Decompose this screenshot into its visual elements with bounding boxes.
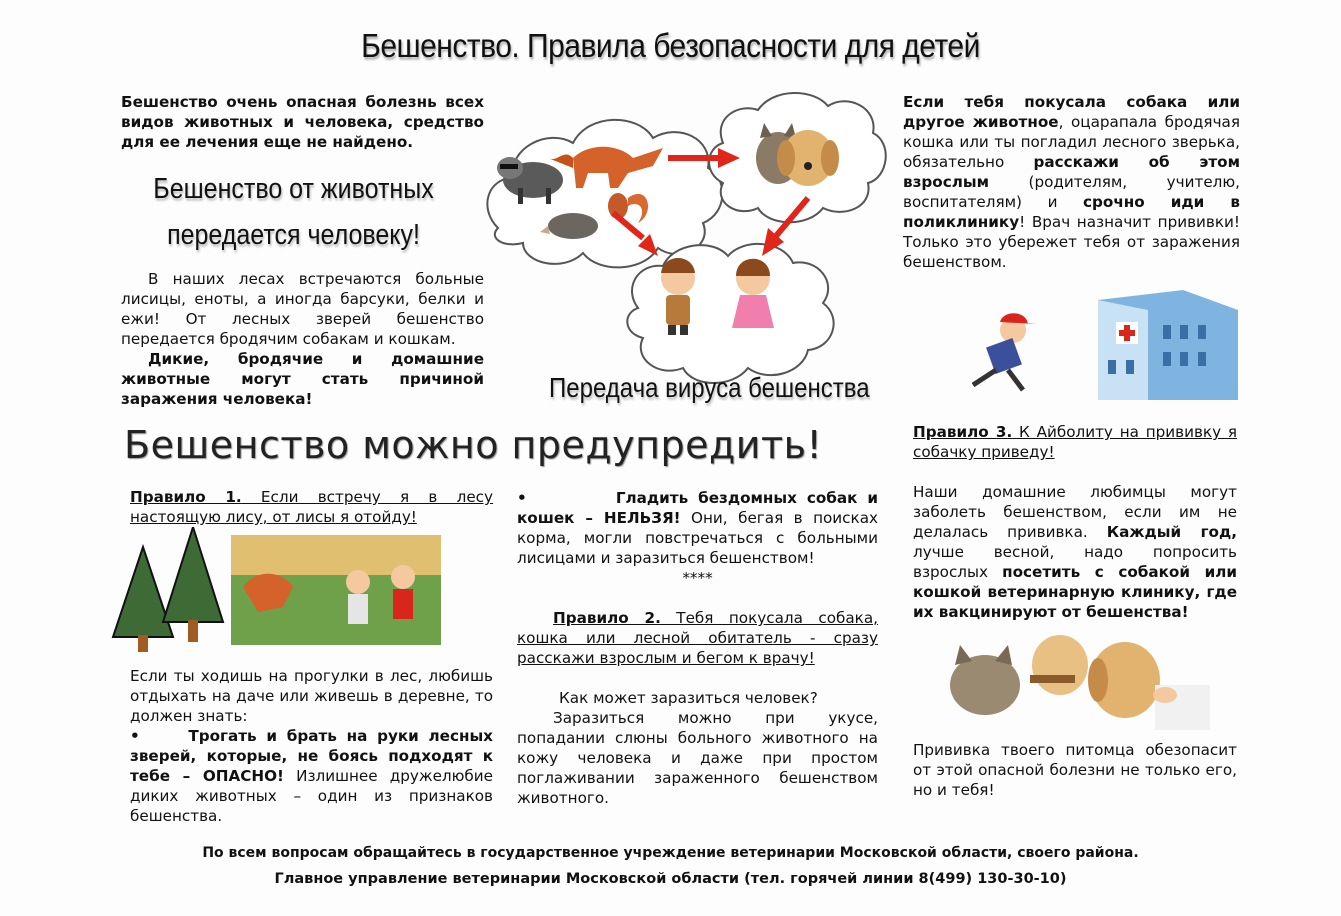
vaccination-benefit: [913, 740, 1237, 800]
wild-animals-bullet: • Трогать и брать на руки лесных зверей, которые, не боясь подходят к тебе – ОПАСНО! Излишнее дружелюбие диких животных – один из признаков бешенства.: [130, 727, 493, 825]
stray-animals-bullet: • Гладить бездомных собак и кошек – НЕЛЬЗЯ! Они, бегая в поисках корма, могли повстречаться с больными лисицами и заразиться бешенством!: [517, 489, 878, 567]
bite-paragraph: [903, 92, 1240, 272]
transmission-diagram: [478, 88, 898, 418]
bite-text-2: (родителям, учителю, воспитателям) и: [903, 173, 1240, 211]
bite-text-3: ! Врач назначит прививки! Только это убережет тебя от заражения бешенством.: [903, 213, 1240, 271]
danger-paragraph: Дикие, бродячие и домашние животные могут стать причиной заражения человека!: [121, 350, 484, 408]
dog-icon: [1088, 642, 1160, 718]
main-heading: Бешенство можно предупредить!: [124, 423, 823, 467]
infection-question: Как может заразиться человек?: [559, 689, 818, 707]
rule-2-paragraph: [517, 608, 878, 668]
separator-stars: ****: [682, 569, 713, 587]
intro-text: [121, 92, 484, 152]
vaccination-text-2: лучше весной, надо попросить взрослых: [913, 543, 1237, 581]
intro-paragraph: Бешенство очень опасная болезнь всех видов животных и человека, средство для ее лечения еще не найдено.: [121, 93, 484, 151]
forest-paragraph: В наших лесах встречаются больные лисицы, еноты, а иногда барсуки, белки и ежи! От лесных зверей бешенство передается бродячим собакам и кошкам.: [121, 270, 484, 348]
rule-1: [130, 487, 493, 527]
rule-1-paragraph: [130, 487, 493, 527]
rule-1-text: Если встречу я в лесу настоящую лису, от лисы я отойду!: [130, 488, 494, 526]
heading-line-2: передается человеку!: [167, 218, 420, 252]
vaccination-text-1: Наши домашние любимцы могут заболеть бешенством, если им не делалась прививка.: [913, 483, 1237, 541]
stray-bullet-text: Они, бегая в поисках корма, могли повстречаться с больными лисицами и заразиться бешенством!: [517, 509, 878, 567]
vaccination-bold-2: посетить с собакой или кошкой ветеринарную клинику, где их вакцинируют от бешенства!: [913, 563, 1237, 621]
running-boy-icon: [973, 313, 1036, 390]
vet-illustration: [940, 625, 1215, 737]
bite-text-1: , оцарапала бродячая кошка или ты погладил лесного зверька, обязательно: [903, 113, 1240, 171]
vaccination-paragraph: [913, 482, 1237, 622]
col2-block: [517, 488, 878, 808]
hospital-building-icon: [1098, 290, 1238, 400]
rule-2-text: Тебя покусала собака, кошка или лесной обитатель - сразу расскажи взрослым и бегом к врачу!: [517, 609, 878, 667]
infection-answer: Заразиться можно при укусе, попадании слюны больного животного на кожу человека и даже при простом поглаживании зараженного бешенством животного.: [517, 709, 878, 807]
heading-line-1: Бешенство от животных: [153, 172, 434, 206]
vet-hand-icon: [1153, 685, 1210, 730]
wild-animals-bullet-bold: Трогать и брать на руки лесных зверей, которые, не боясь подходят к тебе – ОПАСНО!: [130, 727, 493, 785]
bite-advice: [903, 92, 1240, 272]
rule-1-label: Правило 1.: [130, 488, 242, 506]
forest-warning-paragraph: Если ты ходишь на прогулки в лес, любишь отдыхать на даче или живешь в деревне, то должен знать:: [130, 667, 493, 725]
rule-2-label: Правило 2.: [553, 609, 661, 627]
hospital-illustration: [948, 290, 1238, 405]
fir-tree-icon: [113, 547, 173, 652]
heading-transmission: [121, 166, 466, 258]
puppy-icon: [1030, 635, 1088, 695]
vaccination-bold-1: Каждый год,: [1106, 523, 1238, 541]
bite-bold-1: Если тебя покусала собака или другое животное: [903, 93, 1240, 131]
stray-bullet-bold: Гладить бездомных собак и кошек – НЕЛЬЗЯ!: [517, 489, 878, 527]
bite-bold-2: расскажи об этом взрослым: [903, 153, 1240, 191]
diagram-caption: Передача вируса бешенства: [549, 372, 870, 404]
wild-animals-bullet-text: Излишнее дружелюбие диких животных – один из признаков бешенства.: [130, 767, 493, 825]
rule-3-paragraph: [913, 422, 1237, 462]
cat-icon: [950, 645, 1020, 715]
bite-bold-3: срочно иди в поликлинику: [903, 193, 1240, 231]
fox-and-children-picture: [231, 535, 441, 645]
col3-block: [913, 422, 1237, 622]
children-cloud: [627, 244, 833, 383]
fir-tree-icon: [163, 527, 223, 642]
rule-3-label: Правило 3.: [913, 423, 1013, 441]
page-title: Бешенство. Правила безопасности для детей: [361, 27, 980, 65]
footer-line-2: Главное управление ветеринарии Московской области (тел. горячей линии 8(499) 130-30-10): [274, 871, 1067, 887]
rule-3-text: К Айболиту на прививку я собачку приведу!: [913, 423, 1238, 461]
forest-warning: [130, 666, 493, 826]
forest-illustration: [108, 527, 443, 652]
vaccination-benefit-paragraph: Прививка твоего питомца обезопасит от этой опасной болезни не только его, но и тебя!: [913, 741, 1237, 799]
footer-line-1: По всем вопросам обращайтесь в государственное учреждение ветеринарии Московской области, своего района.: [202, 845, 1139, 861]
forest-text: [121, 269, 484, 409]
